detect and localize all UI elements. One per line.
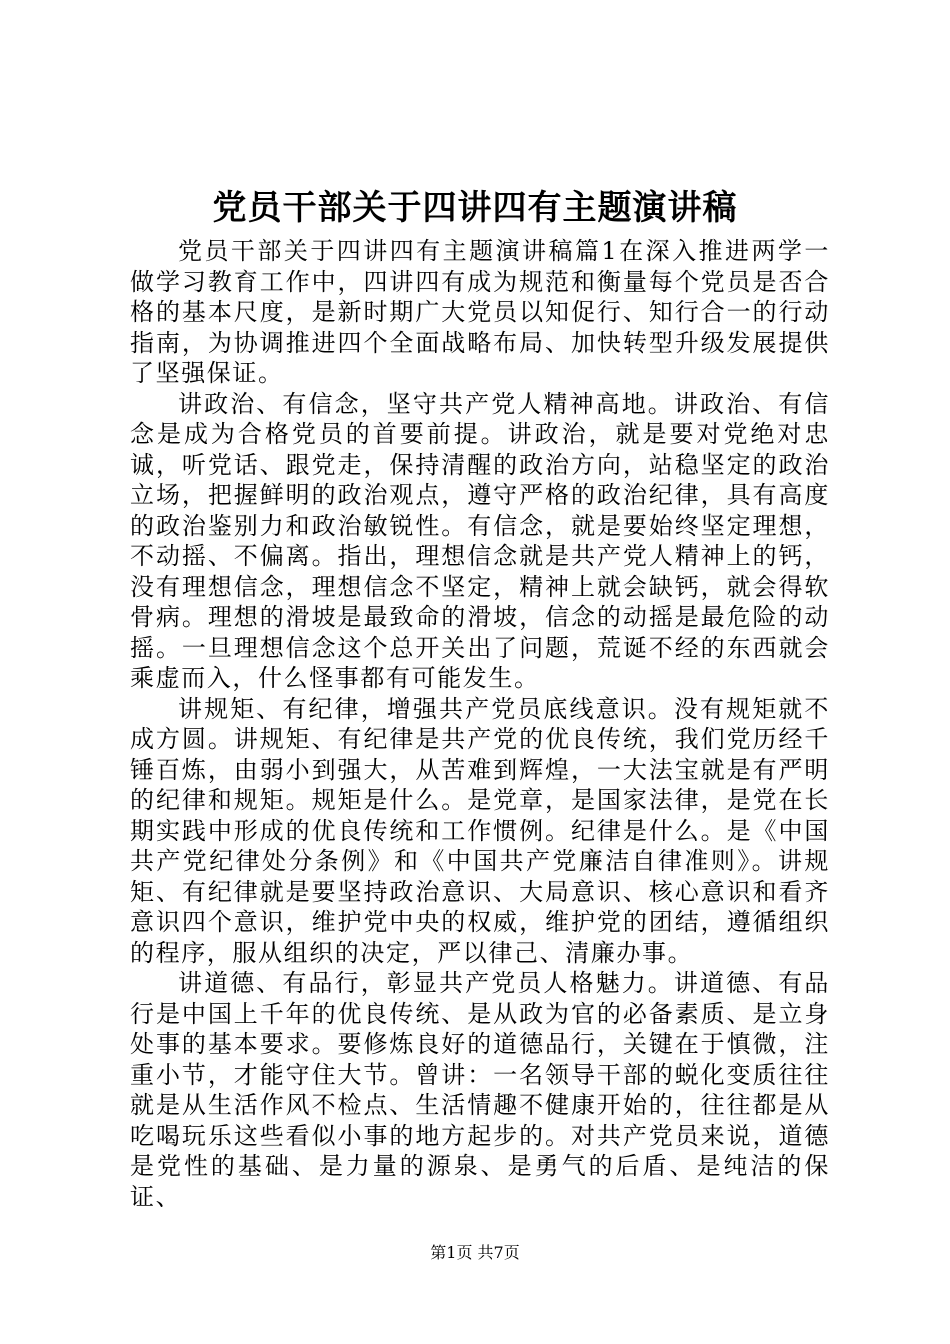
paragraph-rules: 讲规矩、有纪律，增强共产党员底线意识。没有规矩就不成方圆。讲规矩、有纪律是共产党的优良传统，我们党历经千锤百炼，由弱小到强大，从苦难到辉煌，一大法宝就是有严明的纪律和规矩。规矩是什么。是党章，是国家法律，是党在长期实践中形成的优良传统和工作惯例。纪律是什么。是《中国共产党纪律处分条例》和《中国共产党廉洁自律准则》。讲规矩、有纪律就是要坚持政治意识、大局意识、核心意识和看齐意识四个意识，维护党中央的权威，维护党的团结，遵循组织的程序，服从组织的决定，严以律己、清廉办事。 — [130, 694, 830, 967]
document-body — [130, 236, 830, 1212]
page-number-footer: 第1页 共7页 — [430, 1243, 520, 1262]
paragraph-politics: 讲政治、有信念，坚守共产党人精神高地。讲政治、有信念是成为合格党员的首要前提。讲政治，就是要对党绝对忠诚，听党话、跟党走，保持清醒的政治方向，站稳坚定的政治立场，把握鲜明的政治观点，遵守严格的政治纪律，具有高度的政治鉴别力和政治敏锐性。有信念，就是要始终坚定理想，不动摇、不偏离。指出，理想信念就是共产党人精神上的钙，没有理想信念，理想信念不坚定，精神上就会缺钙，就会得软骨病。理想的滑坡是最致命的滑坡，信念的动摇是最危险的动摇。一旦理想信念这个总开关出了问题，荒诞不经的东西就会乘虚而入，什么怪事都有可能发生。 — [130, 389, 830, 692]
paragraph-morality: 讲道德、有品行，彰显共产党员人格魅力。讲道德、有品行是中国上千年的优良传统、是从政为官的必备素质、是立身处事的基本要求。要修炼良好的道德品行，关键在于慎微，注重小节，才能守住大节。曾讲：一名领导干部的蜕化变质往往就是从生活作风不检点、生活情趣不健康开始的，往往都是从吃喝玩乐这些看似小事的地方起步的。对共产党员来说，道德是党性的基础、是力量的源泉、是勇气的后盾、是纯洁的保证、 — [130, 969, 830, 1211]
paragraph-intro: 党员干部关于四讲四有主题演讲稿篇1在深入推进两学一做学习教育工作中，四讲四有成为规范和衡量每个党员是否合格的基本尺度，是新时期广大党员以知促行、知行合一的行动指南，为协调推进四个全面战略布局、加快转型升级发展提供了坚强保证。 — [130, 237, 830, 387]
document-title: 党员干部关于四讲四有主题演讲稿 — [212, 188, 738, 228]
